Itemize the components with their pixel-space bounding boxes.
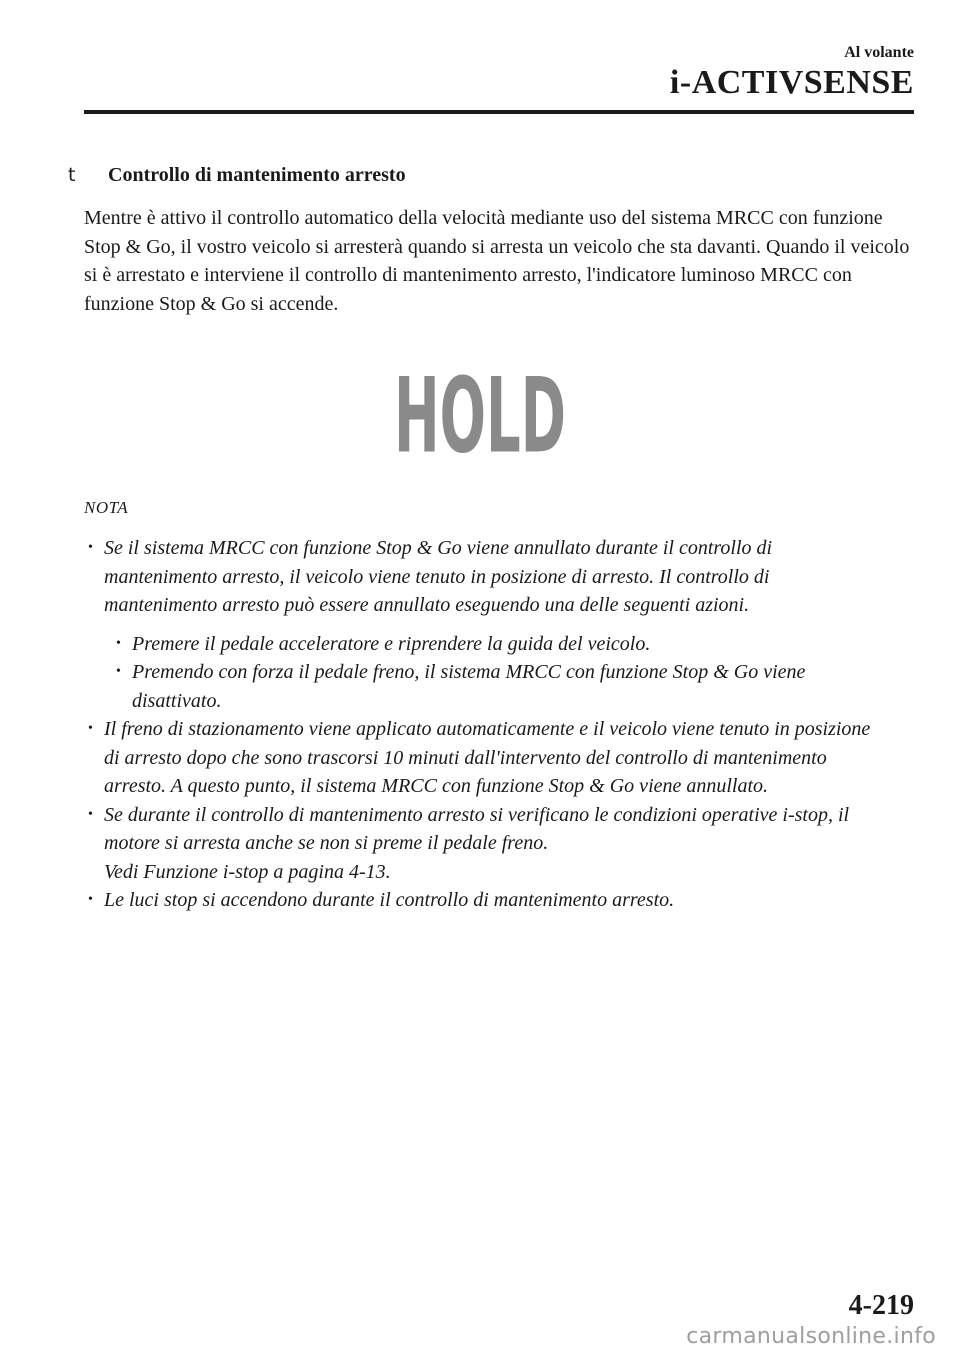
note-item [84, 534, 884, 620]
note-sub-item-text: Premendo con forza il pedale freno, il sistema MRCC con funzione Stop & Go viene disattivato. [132, 661, 806, 712]
note-item [84, 715, 884, 801]
note-item-text: Se il sistema MRCC con funzione Stop & Go viene annullato durante il controllo di mantenimento arresto, il veicolo viene tenuto in posizione di arresto. Il controllo di mantenimento arresto può essere annullato eseguendo una delle seguenti azioni. [104, 537, 773, 616]
bullet-icon: • [88, 806, 93, 822]
hold-indicator-icon [380, 342, 580, 477]
header-rule [84, 110, 914, 114]
watermark: carmanualsonline.info [686, 1324, 936, 1349]
bullet-icon: • [88, 892, 93, 907]
note-sub-item [112, 630, 884, 659]
hold-indicator [380, 342, 580, 477]
section-heading-text: Controllo di mantenimento arresto [108, 164, 406, 186]
note-label: NOTA [84, 498, 129, 517]
note-reference: Vedi Funzione i-stop a pagina 4-13. [104, 860, 391, 883]
note-item [84, 801, 884, 887]
note-sub-item [112, 658, 884, 715]
bullet-icon: • [88, 540, 93, 555]
note-item-text: Le luci stop si accendono durante il controllo di mantenimento arresto. [104, 889, 675, 911]
page-number: 4-219 [848, 1290, 914, 1321]
note-item [84, 886, 884, 915]
hold-indicator-text: HOLD [394, 355, 566, 477]
note-sub-list [84, 630, 884, 716]
bullet-icon: • [116, 635, 121, 651]
note-item-text: Il freno di stazionamento viene applicato automaticamente e il veicolo viene tenuto in posizione di arresto dopo che sono trascorsi 10 minuti dall'intervento del controllo di mantenimento arresto. A questo punto, il sistema MRCC con funzione Stop & Go viene annullato. [104, 718, 871, 797]
header-title: i-ACTIVSENSE [669, 64, 914, 101]
bullet-icon: • [116, 664, 121, 679]
header-chapter: Al volante [844, 44, 914, 61]
note-item-text: Se durante il controllo di mantenimento arresto si verificano le condizioni operative i-stop, il motore si arresta anche se non si preme il pedale freno. [104, 803, 850, 854]
note-list [84, 534, 884, 915]
section-heading [68, 164, 406, 187]
note-sub-item-text: Premere il pedale acceleratore e riprendere la guida del veicolo. [132, 632, 651, 655]
section-marker: t [68, 164, 76, 186]
bullet-icon: • [88, 721, 93, 736]
section-body: Mentre è attivo il controllo automatico della velocità mediante uso del sistema MRCC con funzione Stop & Go, il vostro veicolo si arresterà quando si arresta un veicolo che sta davanti. Quando il veicolo si è arrestato e interviene il controllo di mantenimento arresto, l'indicatore luminoso MRCC con funzione Stop & Go si accende. [84, 207, 910, 315]
